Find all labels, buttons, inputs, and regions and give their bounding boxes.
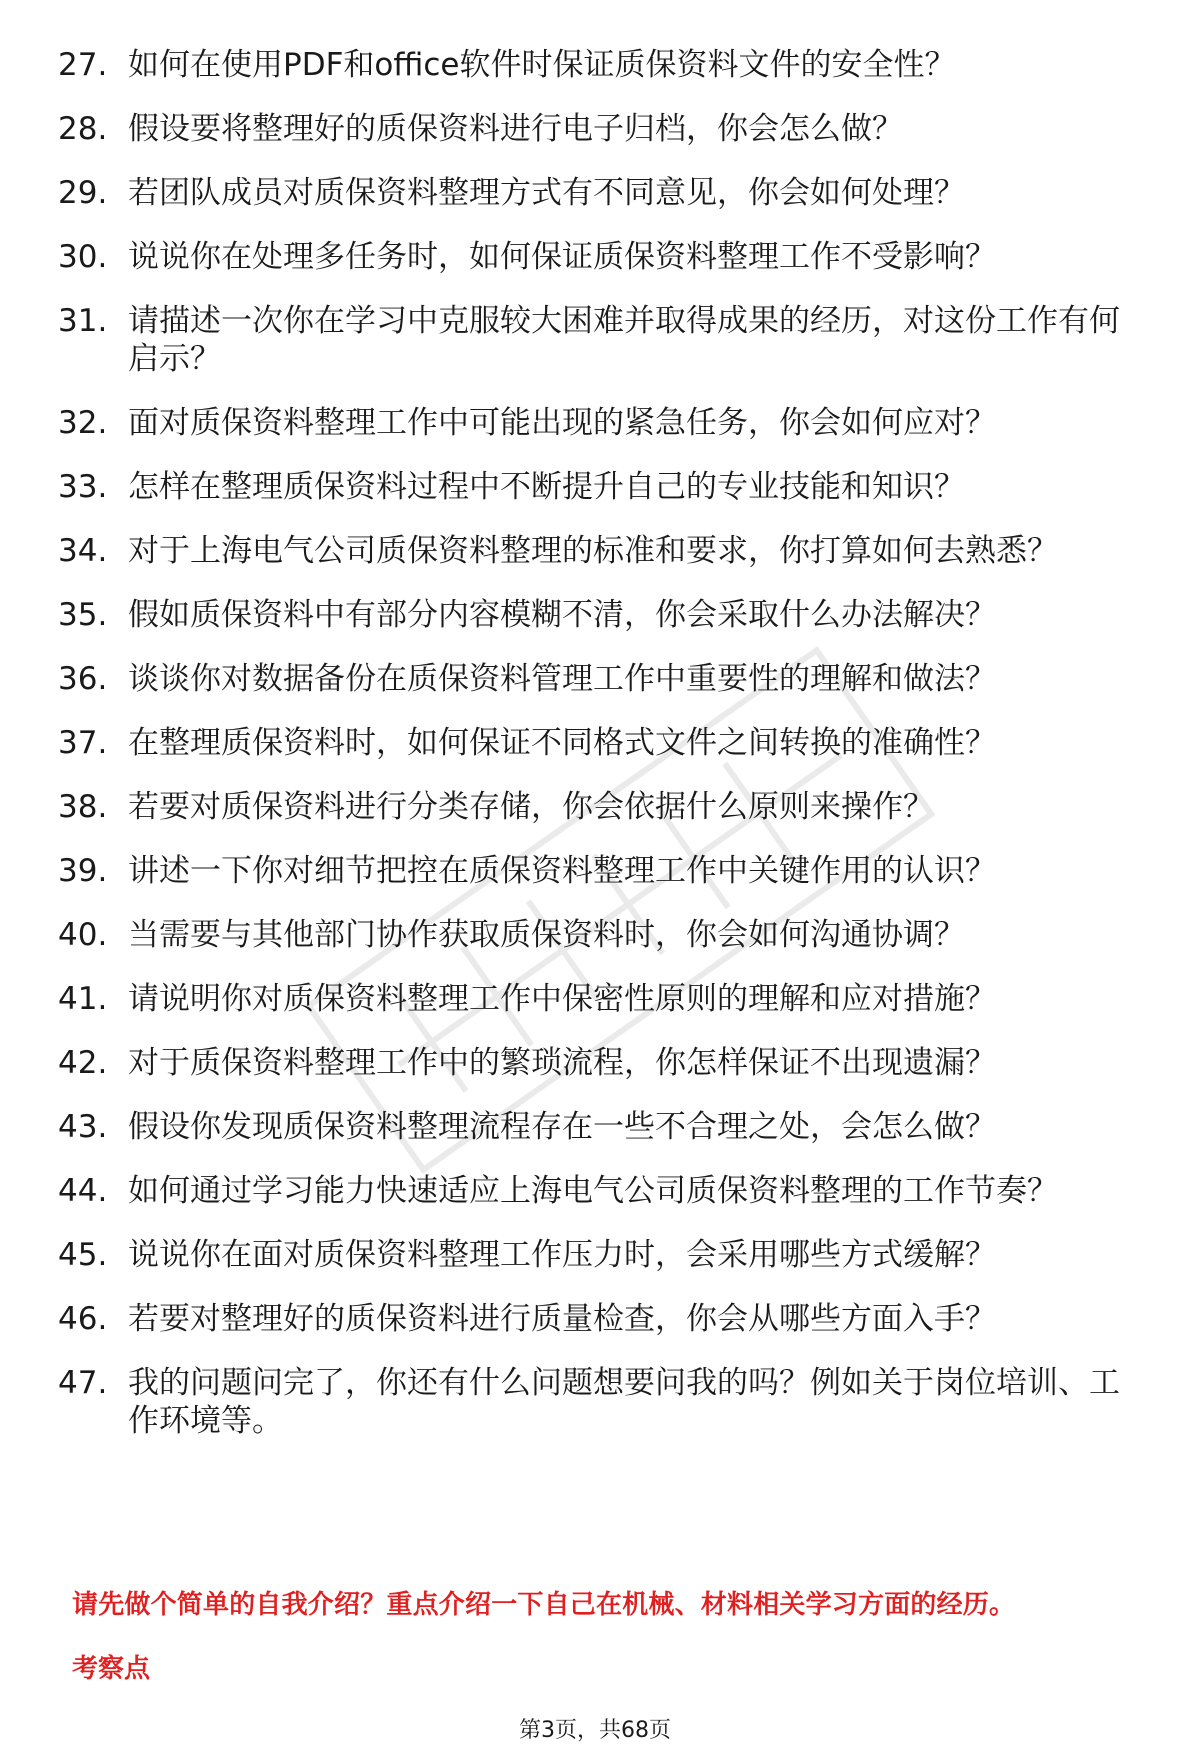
question-number: 29. [58, 175, 108, 211]
question-item [58, 302, 1148, 378]
question-item [58, 724, 1148, 762]
question-text: 讲述一下你对细节把控在质保资料整理工作中关键作用的认识？ [128, 853, 996, 889]
question-item [58, 788, 1148, 826]
question-item [58, 1044, 1148, 1082]
question-number: 42. [58, 1045, 108, 1081]
question-number: 39. [58, 853, 108, 889]
question-text: 假如质保资料中有部分内容模糊不清，你会采取什么办法解决？ [128, 597, 996, 633]
question-text: 我的问题问完了，你还有什么问题想要问我的吗？例如关于岗位培训、工作环境等。 [128, 1365, 1120, 1439]
question-number: 46. [58, 1301, 108, 1337]
question-text: 请说明你对质保资料整理工作中保密性原则的理解和应对措施？ [128, 981, 996, 1017]
question-text: 面对质保资料整理工作中可能出现的紧急任务，你会如何应对？ [128, 405, 996, 441]
highlight-question: 请先做个简单的自我介绍？重点介绍一下自己在机械、材料相关学习方面的经历。 [72, 1590, 1016, 1620]
question-number: 35. [58, 597, 108, 633]
question-text: 如何通过学习能力快速适应上海电气公司质保资料整理的工作节奏？ [128, 1173, 1058, 1209]
question-text: 怎样在整理质保资料过程中不断提升自己的专业技能和知识？ [128, 469, 965, 505]
question-item [58, 404, 1148, 442]
question-item [58, 660, 1148, 698]
question-number: 27. [58, 47, 108, 83]
question-number: 28. [58, 111, 108, 147]
question-item [58, 1300, 1148, 1338]
question-item [58, 110, 1148, 148]
question-item [58, 1172, 1148, 1210]
question-item [58, 916, 1148, 954]
question-text: 若要对整理好的质保资料进行质量检查，你会从哪些方面入手？ [128, 1301, 996, 1337]
question-list [58, 46, 1148, 1466]
question-text: 假设你发现质保资料整理流程存在一些不合理之处，会怎么做？ [128, 1109, 996, 1145]
question-item [58, 238, 1148, 276]
question-item [58, 1108, 1148, 1146]
question-text: 假设要将整理好的质保资料进行电子归档，你会怎么做？ [128, 111, 903, 147]
question-text: 说说你在面对质保资料整理工作压力时，会采用哪些方式缓解？ [128, 1237, 996, 1273]
question-item [58, 1364, 1148, 1440]
question-text: 若团队成员对质保资料整理方式有不同意见，你会如何处理？ [128, 175, 965, 211]
section-label: 考察点 [72, 1654, 151, 1684]
question-text: 请描述一次你在学习中克服较大困难并取得成果的经历，对这份工作有何启示？ [128, 303, 1120, 377]
question-number: 40. [58, 917, 108, 953]
question-text: 若要对质保资料进行分类存储，你会依据什么原则来操作？ [128, 789, 934, 825]
question-item [58, 46, 1148, 84]
question-number: 43. [58, 1109, 108, 1145]
question-item [58, 1236, 1148, 1274]
question-number: 38. [58, 789, 108, 825]
question-text: 对于质保资料整理工作中的繁琐流程，你怎样保证不出现遗漏？ [128, 1045, 996, 1081]
question-text: 当需要与其他部门协作获取质保资料时，你会如何沟通协调？ [128, 917, 965, 953]
question-text: 说说你在处理多任务时，如何保证质保资料整理工作不受影响？ [128, 239, 996, 275]
question-number: 47. [58, 1365, 108, 1401]
question-item [58, 852, 1148, 890]
question-item [58, 174, 1148, 212]
question-number: 34. [58, 533, 108, 569]
question-number: 45. [58, 1237, 108, 1273]
question-item [58, 596, 1148, 634]
question-item [58, 980, 1148, 1018]
question-number: 31. [58, 303, 108, 339]
question-text: 谈谈你对数据备份在质保资料管理工作中重要性的理解和做法？ [128, 661, 996, 697]
question-item [58, 532, 1148, 570]
question-number: 41. [58, 981, 108, 1017]
question-number: 33. [58, 469, 108, 505]
question-number: 36. [58, 661, 108, 697]
question-text: 在整理质保资料时，如何保证不同格式文件之间转换的准确性？ [128, 725, 996, 761]
question-item [58, 468, 1148, 506]
page-footer: 第3页，共68页 [519, 1718, 671, 1743]
question-number: 37. [58, 725, 108, 761]
question-text: 如何在使用PDF和office软件时保证质保资料文件的安全性？ [128, 47, 956, 83]
question-number: 30. [58, 239, 108, 275]
question-number: 32. [58, 405, 108, 441]
question-text: 对于上海电气公司质保资料整理的标准和要求，你打算如何去熟悉？ [128, 533, 1058, 569]
question-number: 44. [58, 1173, 108, 1209]
